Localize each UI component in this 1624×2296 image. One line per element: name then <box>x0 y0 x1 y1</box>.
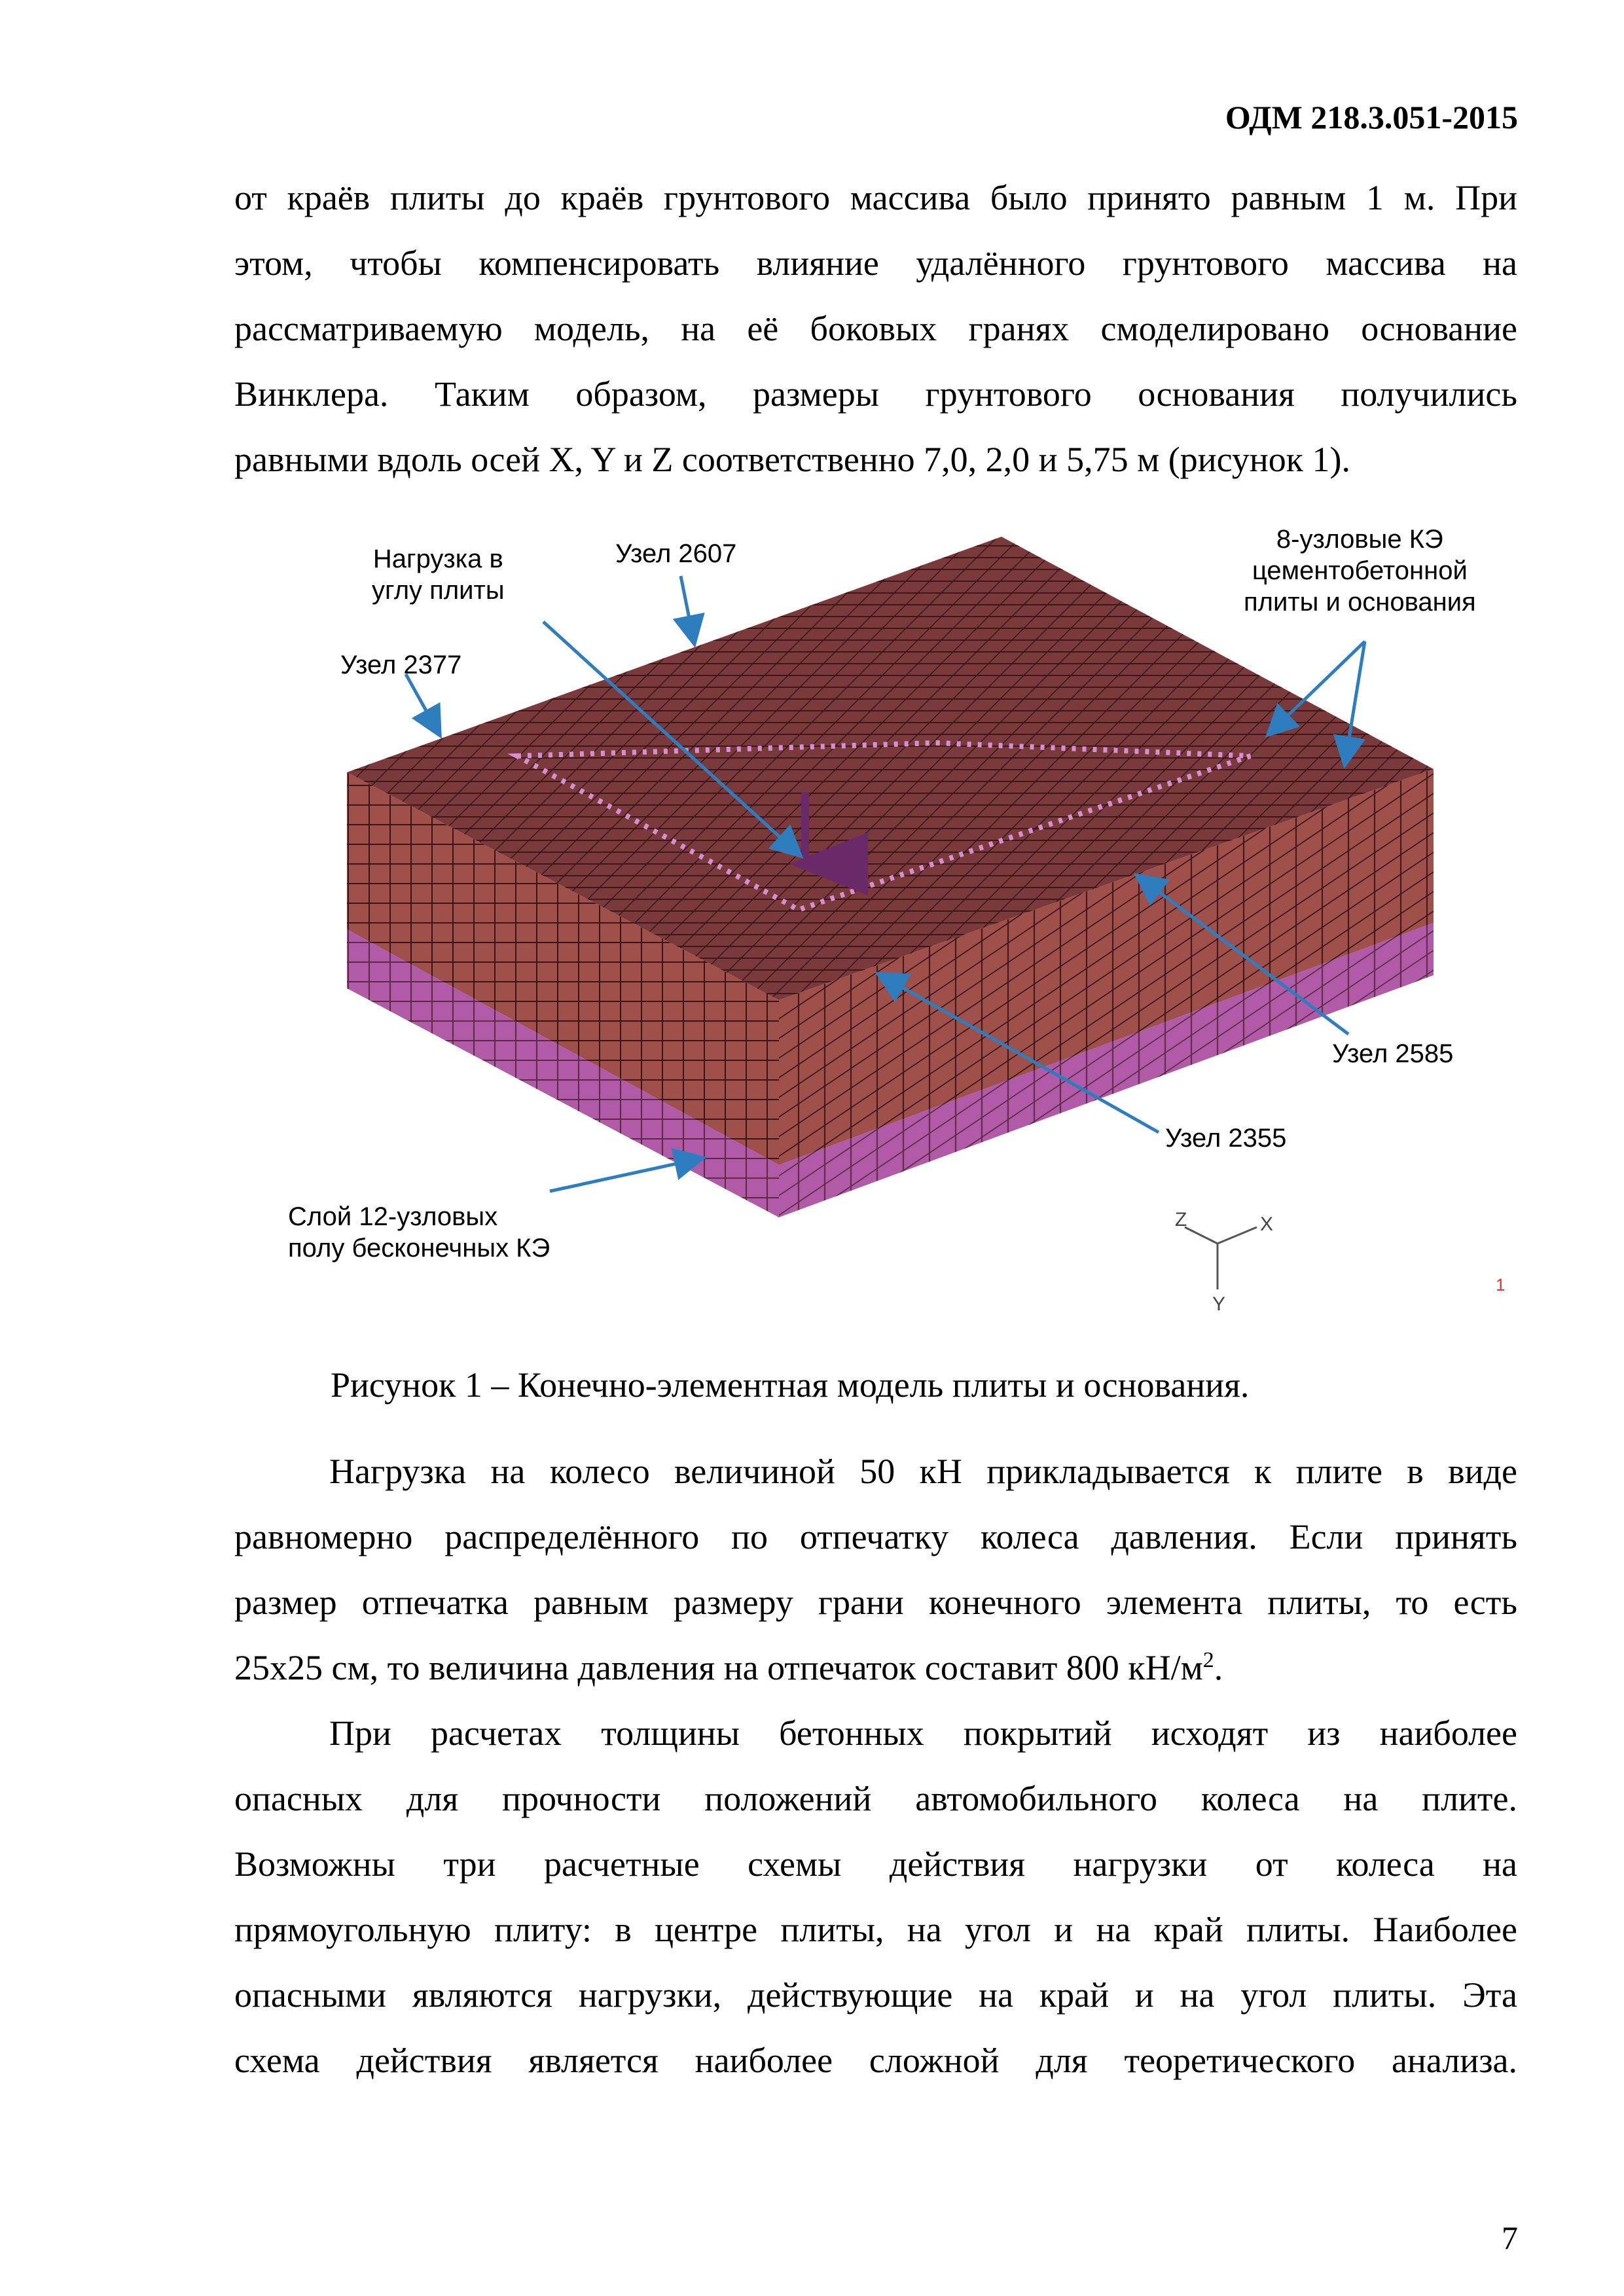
axis-z-label: Z <box>1175 1209 1187 1230</box>
paragraph-line: от краёв плиты до краёв грунтового массива было принято равным 1 м. При <box>234 178 1517 217</box>
paragraph-line: размер отпечатка равным размеру грани конечного элемента плиты, то есть <box>234 1583 1517 1622</box>
label-load-corner: Нагрузка в углу плиты <box>372 545 505 605</box>
label-12-node-layer: Слой 12-узловых полу бесконечных КЭ <box>288 1202 550 1263</box>
label-node-2355: Узел 2355 <box>1165 1124 1287 1153</box>
label-node-2607: Узел 2607 <box>615 539 737 568</box>
page-number: 7 <box>1502 2219 1518 2256</box>
label-8-node-elements: 8-узловые КЭ цементобетонной плиты и основания <box>1244 525 1476 617</box>
pointer-node2607 <box>681 576 694 641</box>
paragraph-line: равномерно распределённого по отпечатку колеса давления. Если принять <box>234 1517 1517 1556</box>
paragraph-line: схема действия является наиболее сложной для теоретического анализа. <box>234 2041 1517 2080</box>
pointer-node2377 <box>406 674 439 733</box>
paragraph-3 <box>234 1700 1517 2093</box>
label-node-2585: Узел 2585 <box>1332 1039 1454 1068</box>
paragraph-2 <box>234 1439 1517 1700</box>
paragraph-line: прямоугольную плиту: в центре плиты, на угол и на край плиты. Наиболее <box>234 1910 1517 1949</box>
paragraph-1 <box>234 165 1517 492</box>
paragraph-line: рассматриваемую модель, на её боковых гранях смоделировано основание <box>234 309 1517 348</box>
axis-x-label: X <box>1260 1213 1274 1235</box>
paragraph-line: Винклера. Таким образом, размеры грунтового основания получились <box>234 374 1517 414</box>
paragraph-line-text: 25х25 см, то величина давления на отпечаток составит 800 кН/м <box>234 1648 1203 1687</box>
fe-model-figure <box>223 511 1532 1335</box>
paragraph-line: равными вдоль осей X, Y и Z соответственно 7,0, 2,0 и 5,75 м (рисунок 1). <box>234 440 1351 479</box>
document-code-header: ОДМ 218.3.051-2015 <box>1225 99 1518 135</box>
paragraph-line: опасных для прочности положений автомобильного колеса на плите. <box>234 1779 1517 1818</box>
corner-mark: 1 <box>1496 1275 1506 1295</box>
paragraph-line: При расчетах толщины бетонных покрытий исходят из наиболее <box>329 1713 1517 1753</box>
sentence-end: . <box>1214 1648 1223 1687</box>
paragraph-line <box>234 1635 1517 1700</box>
paragraph-line: этом, чтобы компенсировать влияние удалённого грунтового массива на <box>234 243 1517 283</box>
label-node-2377: Узел 2377 <box>340 651 462 679</box>
paragraph-line: Возможны три расчетные схемы действия нагрузки от колеса на <box>234 1844 1517 1884</box>
unit-superscript: 2 <box>1202 1648 1214 1672</box>
paragraph-line: Нагрузка на колесо величиной 50 кН прикладывается к плите в виде <box>329 1452 1517 1491</box>
axis-triad <box>1185 1227 1257 1289</box>
figure-caption: Рисунок 1 – Конечно-элементная модель плиты и основания. <box>331 1365 1250 1405</box>
paragraph-line: опасными являются нагрузки, действующие на край и на угол плиты. Эта <box>234 1975 1517 2015</box>
pointer-layer12 <box>550 1158 700 1191</box>
axis-y-label: Y <box>1212 1293 1226 1315</box>
